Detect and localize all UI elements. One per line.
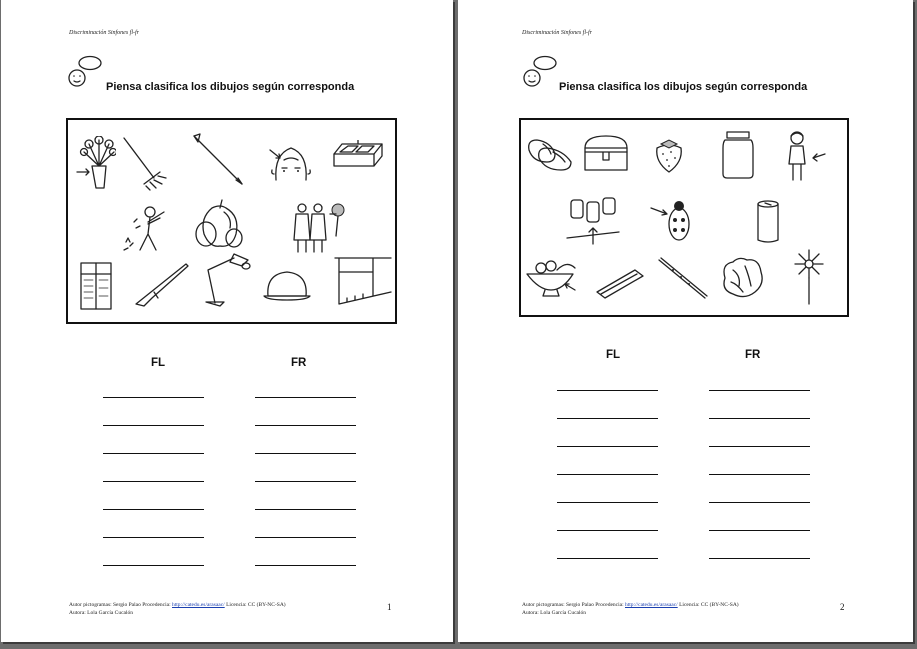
brake-pedal-icon [565,192,621,248]
column-header-fr: FR [291,357,307,369]
answer-line[interactable] [557,474,658,475]
strawberry-icon [651,136,687,174]
can-icon [753,198,783,246]
document-page-2 [458,0,913,642]
answer-line[interactable] [255,565,356,566]
jar-icon [719,130,757,180]
fluorescent-tube-icon [595,266,645,302]
answer-line[interactable] [103,425,204,426]
page-header: Discriminación Sinfones fl-fr [69,30,139,36]
answer-line[interactable] [557,502,658,503]
footer-author: Autora: Lola García Cucalón [69,610,133,616]
thinking-head-icon [65,55,105,91]
slippers-icon [525,134,577,174]
answer-line[interactable] [557,390,658,391]
instruction-title: Piensa clasifica los dibujos según corresponda [559,81,808,93]
answer-line[interactable] [709,558,810,559]
footer-link[interactable]: http://catedu.es/arasaac/ [625,602,678,608]
rifle-icon [132,260,192,308]
flower-vase-icon [74,136,116,191]
flute-icon [655,256,709,302]
footer-credit: Autor pictogramas: Sergio Palao Procedencia: [69,602,172,608]
pictogram-frame [66,118,397,324]
column-header-fl: FL [151,357,166,369]
frontier-icon [333,252,393,310]
answer-line[interactable] [557,530,658,531]
pictogram-frame [519,118,849,317]
answer-line[interactable] [103,453,204,454]
answer-line[interactable] [557,446,658,447]
page-footer [522,601,739,617]
answer-line[interactable] [709,418,810,419]
answer-line[interactable] [103,537,204,538]
footer-license: Licencia: CC (BY-NC-SA) [224,602,286,608]
girl-with-bangs-icon [783,128,829,184]
instruction-title: Piensa clasifica los dibujos según corresponda [106,81,355,93]
footer-author: Autora: Lola García Cucalón [522,610,586,616]
rake-icon [120,134,172,192]
page-number: 2 [840,602,845,612]
lettuce-icon [717,254,767,302]
answer-line[interactable] [709,390,810,391]
document-page-1 [1,0,453,642]
thinking-head-icon [520,55,560,91]
flower-icon [787,248,831,306]
footer-license: Licencia: CC (BY-NC-SA) [677,602,739,608]
girls-with-flower-icon [288,200,358,256]
answer-line[interactable] [255,397,356,398]
page-header: Discriminación Sinfones fl-fr [522,30,592,36]
answer-line[interactable] [709,446,810,447]
lamp-icon [198,252,258,310]
answer-line[interactable] [709,530,810,531]
answer-line[interactable] [709,474,810,475]
column-header-fl: FL [606,349,621,361]
footer-credit: Autor pictogramas: Sergio Palao Procedencia: [522,602,625,608]
fridge-icon [78,260,114,312]
flute-player-icon [120,202,170,256]
page-number: 1 [387,602,392,612]
page-footer [69,601,286,617]
answer-line[interactable] [255,509,356,510]
answer-line[interactable] [557,418,658,419]
answer-line[interactable] [103,481,204,482]
flan-icon [262,266,312,302]
answer-line[interactable] [103,565,204,566]
fruit-icon [192,198,247,254]
fruit-bowl-icon [525,256,579,298]
ladybug-icon [649,196,695,246]
answer-line[interactable] [103,509,204,510]
column-header-fr: FR [745,349,761,361]
sink-icon [330,140,386,174]
answer-line[interactable] [255,425,356,426]
answer-line[interactable] [255,453,356,454]
arrow-icon [188,130,248,190]
answer-line[interactable] [255,537,356,538]
forehead-icon [266,140,316,184]
answer-line[interactable] [103,397,204,398]
footer-link[interactable]: http://catedu.es/arasaac/ [172,602,225,608]
answer-line[interactable] [255,481,356,482]
chest-icon [581,132,631,176]
answer-line[interactable] [557,558,658,559]
answer-line[interactable] [709,502,810,503]
